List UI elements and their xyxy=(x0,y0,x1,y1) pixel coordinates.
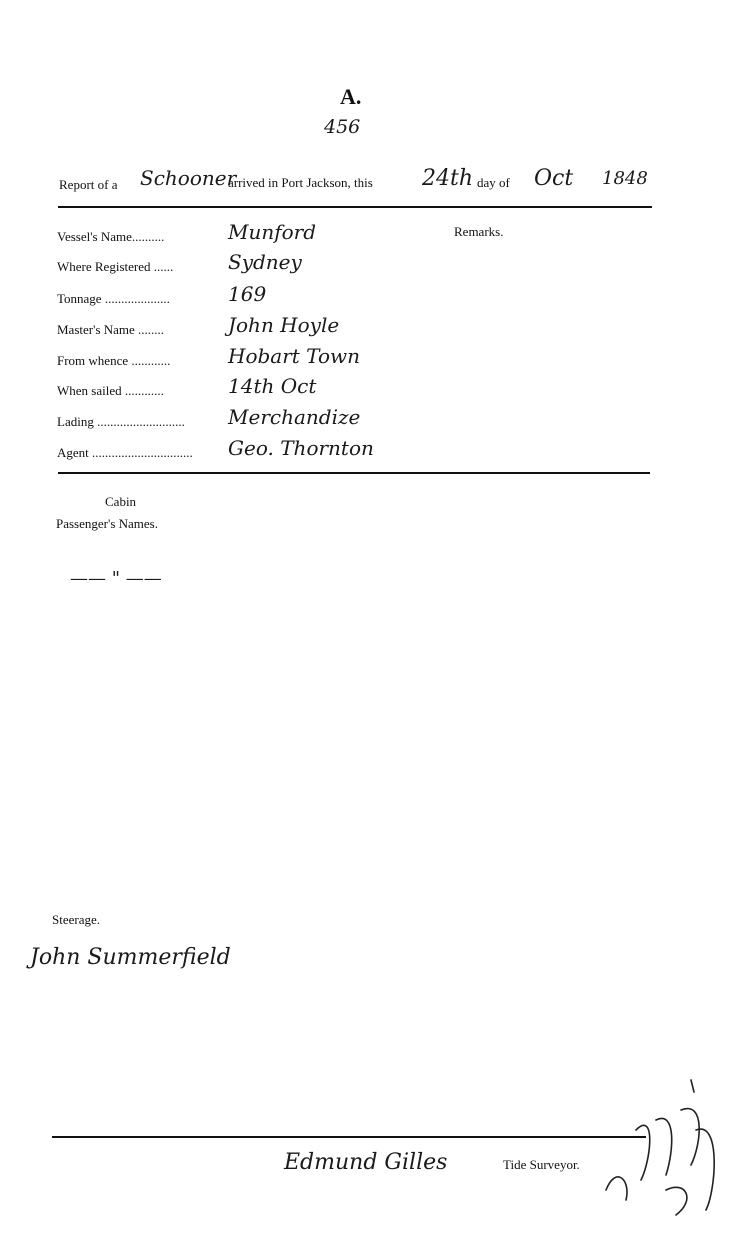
steerage-label: Steerage. xyxy=(52,912,101,927)
form-letter: A. xyxy=(340,84,362,109)
field-when-sailed xyxy=(57,383,225,399)
surveyor-title: Tide Surveyor. xyxy=(503,1157,580,1172)
form-number: 456 xyxy=(324,116,361,138)
top-divider xyxy=(58,206,652,208)
cabin-label: Cabin xyxy=(105,494,137,509)
field-label: Tonnage .................... xyxy=(57,291,170,306)
field-label: Lading ........................... xyxy=(57,414,185,429)
bottom-divider xyxy=(52,1136,646,1138)
field-value: 169 xyxy=(228,282,267,306)
report-year: 1848 xyxy=(602,168,648,189)
vessel-type: Schooner xyxy=(140,166,237,190)
field-vessel-name xyxy=(57,229,225,245)
margin-scribble xyxy=(596,1070,736,1220)
field-label: Master's Name ........ xyxy=(57,322,165,337)
report-arrived-text: arrived in Port Jackson, this xyxy=(228,175,373,190)
steerage-passenger-entry: John Summerfield xyxy=(30,945,231,970)
field-label: When sailed ............ xyxy=(57,383,164,398)
field-value: Geo. Thornton xyxy=(228,436,374,460)
field-tonnage xyxy=(57,291,225,307)
cabin-passenger-entry: —— " —— xyxy=(70,568,162,589)
field-master-name xyxy=(57,322,225,338)
cabin-passengers-label: Passenger's Names. xyxy=(56,516,158,531)
field-value: John Hoyle xyxy=(228,313,340,337)
field-label: From whence ............ xyxy=(57,353,171,368)
field-value: 14th Oct xyxy=(228,374,317,398)
field-label: Where Registered ...... xyxy=(57,259,174,274)
fields-divider xyxy=(58,472,650,474)
field-agent xyxy=(57,445,225,461)
surveyor-signature: Edmund Gilles xyxy=(284,1150,448,1175)
field-where-registered xyxy=(57,259,225,275)
report-day-of: day of xyxy=(477,175,510,190)
field-value: Hobart Town xyxy=(228,344,360,368)
field-value: Munford xyxy=(228,220,317,244)
field-label: Vessel's Name.......... xyxy=(57,229,165,244)
field-from-whence xyxy=(57,353,225,369)
report-day: 24th xyxy=(422,166,474,191)
remarks-label: Remarks. xyxy=(454,224,504,239)
field-lading xyxy=(57,414,225,430)
field-value: Sydney xyxy=(228,250,302,274)
field-label: Agent ............................... xyxy=(57,445,193,460)
report-prefix: Report of a xyxy=(59,177,118,192)
field-value: Merchandize xyxy=(228,405,361,429)
report-month: Oct xyxy=(534,166,574,191)
